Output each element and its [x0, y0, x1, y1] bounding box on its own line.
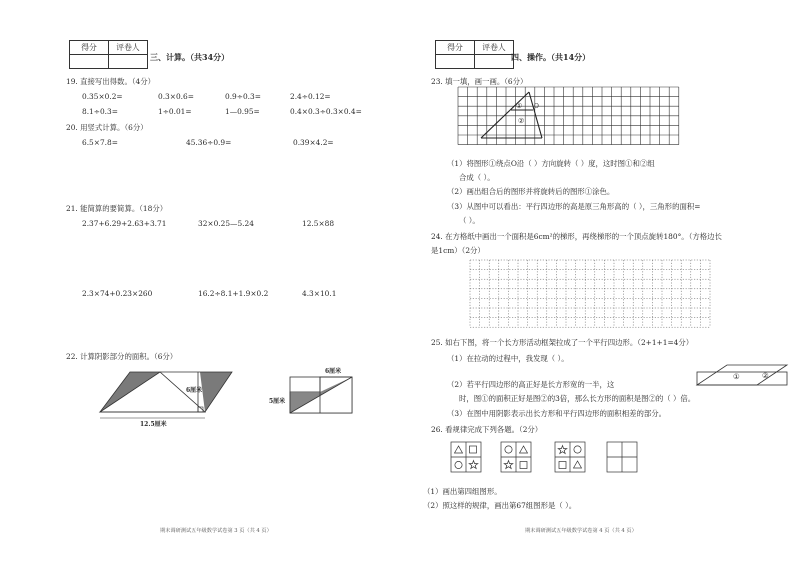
q19-item-6: 1÷0.01=: [158, 107, 192, 116]
q23-line-3: （3）从图中可以看出：平行四边形的高是原三角形高的（ ），三角形的面积=: [447, 202, 701, 211]
q24-line-2: 是1cm）（2分）: [431, 246, 485, 255]
q21-item-4: 2.3×74+0.23×260: [82, 289, 153, 298]
star-icon: [504, 461, 513, 469]
star-icon: [558, 446, 567, 454]
triangle-icon: [574, 461, 582, 468]
q21-item-3: 12.5×88: [302, 219, 335, 228]
q19-item-5: 8.1÷0.3=: [82, 107, 118, 116]
grid-label-2: ②: [518, 117, 525, 125]
q22-title: 22. 计算阴影部分的面积。（6分）: [66, 352, 178, 361]
grid-label-o: O: [534, 103, 539, 110]
q19-item-2: 0.3×0.6=: [158, 92, 194, 101]
q26-line-2: （2）照这样的规律，画出第67组图形是（ ）。: [423, 501, 577, 510]
q23-line-1b: 合成（ ）。: [459, 173, 495, 182]
q20-item-2: 45.36÷0.9=: [186, 138, 232, 147]
q21-title: 21. 能简算的要简算。（18分）: [66, 204, 168, 213]
q19-title: 19. 直接写出得数。（4分）: [66, 77, 156, 86]
q19-item-3: 0.9÷0.3=: [225, 92, 261, 101]
q19-item-4: 2.4÷0.12=: [290, 92, 331, 101]
circle-icon: [505, 446, 512, 453]
q23-line-2: （2）画出组合后的图形并将旋转后的图形①涂色。: [447, 187, 615, 196]
q26-title: 26. 看规律完成下列各题。（2分）: [431, 425, 543, 434]
q19-item-8: 0.4×0.3÷0.3×0.4=: [290, 107, 362, 116]
q25-line-2: （1）在拉动的过程中，我发现（ ）。: [447, 354, 569, 363]
q21-item-5: 16.2÷8.1+1.9×0.2: [198, 289, 269, 298]
q26-pattern-figure: [397, 0, 794, 562]
grid-label-1: ①: [516, 102, 523, 110]
triangle-icon: [520, 446, 528, 453]
pattern-group-2: [501, 442, 531, 472]
square-icon: [470, 446, 477, 453]
q25-line-3: （2）若平行四边形的高正好是长方形宽的一半，这: [447, 380, 615, 389]
frame-label-1: ①: [733, 372, 740, 381]
q20-item-3: 0.39×4.2=: [293, 138, 334, 147]
square-icon: [559, 462, 566, 469]
star-icon: [469, 461, 478, 469]
grader-label: 评卷人: [475, 41, 514, 55]
pattern-group-4-blank: [607, 442, 637, 472]
grader-label: 评卷人: [109, 41, 148, 55]
q24-line-1: 24. 在方格纸中画出一个面积是6cm²的梯形，再绕梯形的一个顶点旋转180°。（方格边长: [431, 232, 722, 241]
q23-title: 23. 填一填，画一画。（6分）: [431, 77, 528, 86]
q21-item-6: 4.3×10.1: [302, 289, 337, 298]
q19-item-1: 0.35×0.2=: [82, 92, 123, 101]
q25-line-1: 25. 如右下图，将一个长方形活动框架拉成了一个平行四边形。（2+1+1=4分）: [431, 338, 694, 347]
q21-item-2: 32×0.25—5.24: [198, 219, 254, 228]
q25-line-3b: 时，图①的面积正好是图②的3倍，那么长方形的面积是图②的（ ）倍。: [459, 394, 696, 403]
q21-item-1: 2.37+6.29+2.63+3.71: [82, 219, 167, 228]
q19-item-7: 1—0.95=: [225, 107, 260, 116]
fig2-top-label: 6厘米: [325, 368, 342, 375]
footer-right: 期末调研测试五年级数学试卷第 4 页（共 4 页）: [525, 528, 637, 534]
fig2-side-label: 5厘米: [269, 398, 286, 405]
score-label: 得分: [436, 41, 475, 55]
square-icon: [520, 462, 527, 469]
footer-left: 期末调研测试五年级数学试卷第 3 页（共 4 页）: [160, 528, 272, 534]
pattern-group-3: [555, 442, 585, 472]
section-title-ops: 四、操作。（共14分）: [511, 52, 591, 62]
fig1-base-label: 12.5厘米: [140, 421, 167, 428]
fig1-height-label: 6厘米: [186, 387, 203, 394]
q23-line-1: （1）将图形①绕点O沿（ ）方向旋转（ ）度，这时图①和②组: [447, 159, 655, 168]
circle-icon: [455, 461, 462, 468]
q26-line-1: （1）画出第四组图形。: [423, 487, 502, 496]
pattern-group-1: [451, 442, 481, 472]
triangle-icon: [455, 446, 463, 453]
q23-line-3b: （ ）。: [459, 216, 480, 225]
right-page: [397, 0, 794, 562]
q25-line-4: （3）在图中用阴影表示出长方形和平行四边形的面积相差的部分。: [447, 409, 667, 418]
score-label: 得分: [70, 41, 109, 55]
q20-title: 20. 用竖式计算。（6分）: [66, 123, 148, 132]
q20-item-1: 6.5×7.8=: [82, 138, 118, 147]
parallelogram-shade-right: [200, 372, 232, 412]
circle-icon: [574, 446, 581, 453]
frame-label-2: ②: [762, 371, 769, 380]
section-title-calc: 三、计算。（共34分）: [150, 52, 230, 62]
